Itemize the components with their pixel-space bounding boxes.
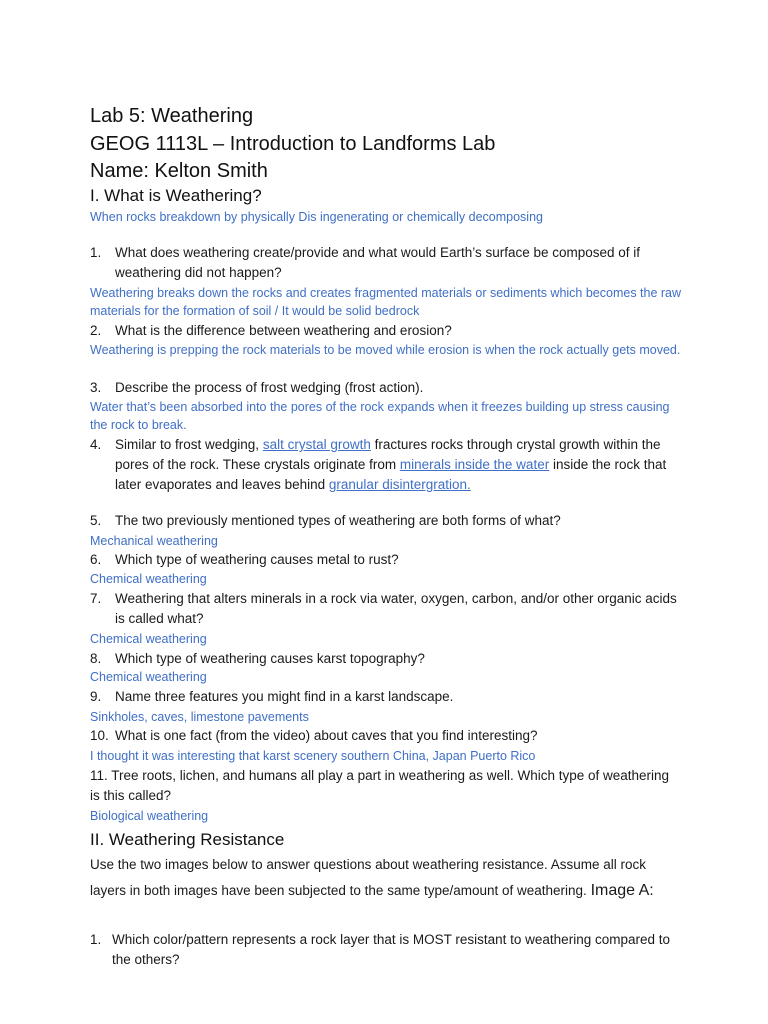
answer-3: Water that’s been absorbed into the pores of the rock expands when it freezes building up stress causing the rock to break. bbox=[90, 400, 670, 432]
answer-5: Mechanical weathering bbox=[90, 534, 218, 548]
question-number: 7. bbox=[90, 591, 102, 606]
question-number: 1. bbox=[90, 932, 102, 947]
answer-6: Chemical weathering bbox=[90, 572, 207, 586]
question-number: 5. bbox=[90, 513, 102, 528]
question-number: 10. bbox=[90, 728, 109, 743]
question-5 bbox=[90, 511, 680, 531]
student-name: Name: Kelton Smith bbox=[90, 160, 268, 182]
question-9 bbox=[90, 687, 680, 707]
answer-1: Weathering breaks down the rocks and creates fragmented materials or sediments which becomes the raw materials for the formation of soil / It would be solid bedrock bbox=[90, 286, 682, 318]
question-number: 3. bbox=[90, 380, 102, 395]
question-text: Describe the process of frost wedging (frost action). bbox=[115, 380, 424, 395]
intro-text: Use the two images below to answer questions about weathering resistance. Assume all rock layers in both images have been subjected to the same type/amount of weathering. bbox=[90, 857, 647, 898]
answer-9: Sinkholes, caves, limestone pavements bbox=[90, 710, 309, 724]
question-text: Which color/pattern represents a rock layer that is MOST resistant to weathering compared to the others? bbox=[112, 932, 670, 967]
question-text-part: Similar to frost wedging, bbox=[115, 437, 263, 452]
question-2 bbox=[90, 321, 680, 341]
question-1 bbox=[90, 243, 680, 283]
answer-7: Chemical weathering bbox=[90, 632, 207, 646]
question-4 bbox=[90, 435, 680, 495]
question-number: 8. bbox=[90, 651, 102, 666]
answer-blank-minerals: minerals inside the water bbox=[399, 457, 550, 472]
question-number: 2. bbox=[90, 323, 102, 338]
section-2-heading: II. Weathering Resistance bbox=[90, 830, 285, 849]
question-text: Which type of weathering causes metal to rust? bbox=[115, 552, 399, 567]
section-2-intro bbox=[90, 852, 680, 904]
question-text-part: fractures rocks through crystal growth within the pores of the rock. These crystals originate from bbox=[115, 437, 661, 472]
question-number: 4. bbox=[90, 437, 102, 452]
question-10 bbox=[90, 726, 680, 746]
question-text: What is the difference between weathering and erosion? bbox=[115, 323, 452, 338]
question-6 bbox=[90, 550, 680, 570]
question-number: 6. bbox=[90, 552, 102, 567]
image-a-label: Image A: bbox=[590, 882, 654, 899]
question-3 bbox=[90, 378, 680, 398]
answer-11: Biological weathering bbox=[90, 809, 209, 823]
question-text: What does weathering create/provide and what would Earth’s surface be composed of if weathering did not happen? bbox=[115, 245, 641, 280]
answer-what-is-weathering: When rocks breakdown by physically Dis ingenerating or chemically decomposing bbox=[90, 210, 543, 224]
question-7 bbox=[90, 589, 680, 629]
question-text: What is one fact (from the video) about caves that you find interesting? bbox=[115, 728, 538, 743]
answer-10: I thought it was interesting that karst scenery southern China, Japan Puerto Rico bbox=[90, 749, 536, 763]
section-2-question-1 bbox=[90, 930, 680, 970]
question-number: 9. bbox=[90, 689, 102, 704]
answer-2: Weathering is prepping the rock materials to be moved while erosion is when the rock actually gets moved. bbox=[90, 343, 681, 357]
question-number: 1. bbox=[90, 245, 102, 260]
answer-8: Chemical weathering bbox=[90, 670, 207, 684]
question-text-part: inside the rock that later evaporates and leaves behind bbox=[115, 457, 667, 492]
answer-blank-salt-crystal-growth: salt crystal growth bbox=[262, 437, 371, 452]
question-text: The two previously mentioned types of weathering are both forms of what? bbox=[115, 513, 561, 528]
lab-title: Lab 5: Weathering bbox=[90, 105, 254, 127]
question-text: Weathering that alters minerals in a rock via water, oxygen, carbon, and/or other organic acids is called what? bbox=[115, 591, 677, 626]
course-title: GEOG 1113L – Introduction to Landforms Lab bbox=[90, 133, 496, 155]
question-text bbox=[90, 435, 680, 495]
question-11: 11. Tree roots, lichen, and humans all play a part in weathering as well. Which type of weathering is this called? bbox=[90, 768, 670, 803]
section-1-heading: I. What is Weathering? bbox=[90, 186, 262, 205]
question-text: Name three features you might find in a karst landscape. bbox=[115, 689, 454, 704]
answer-blank-granular-disintegration: granular disintergration. bbox=[328, 477, 471, 492]
question-text: Which type of weathering causes karst topography? bbox=[115, 651, 425, 666]
question-8 bbox=[90, 649, 680, 669]
